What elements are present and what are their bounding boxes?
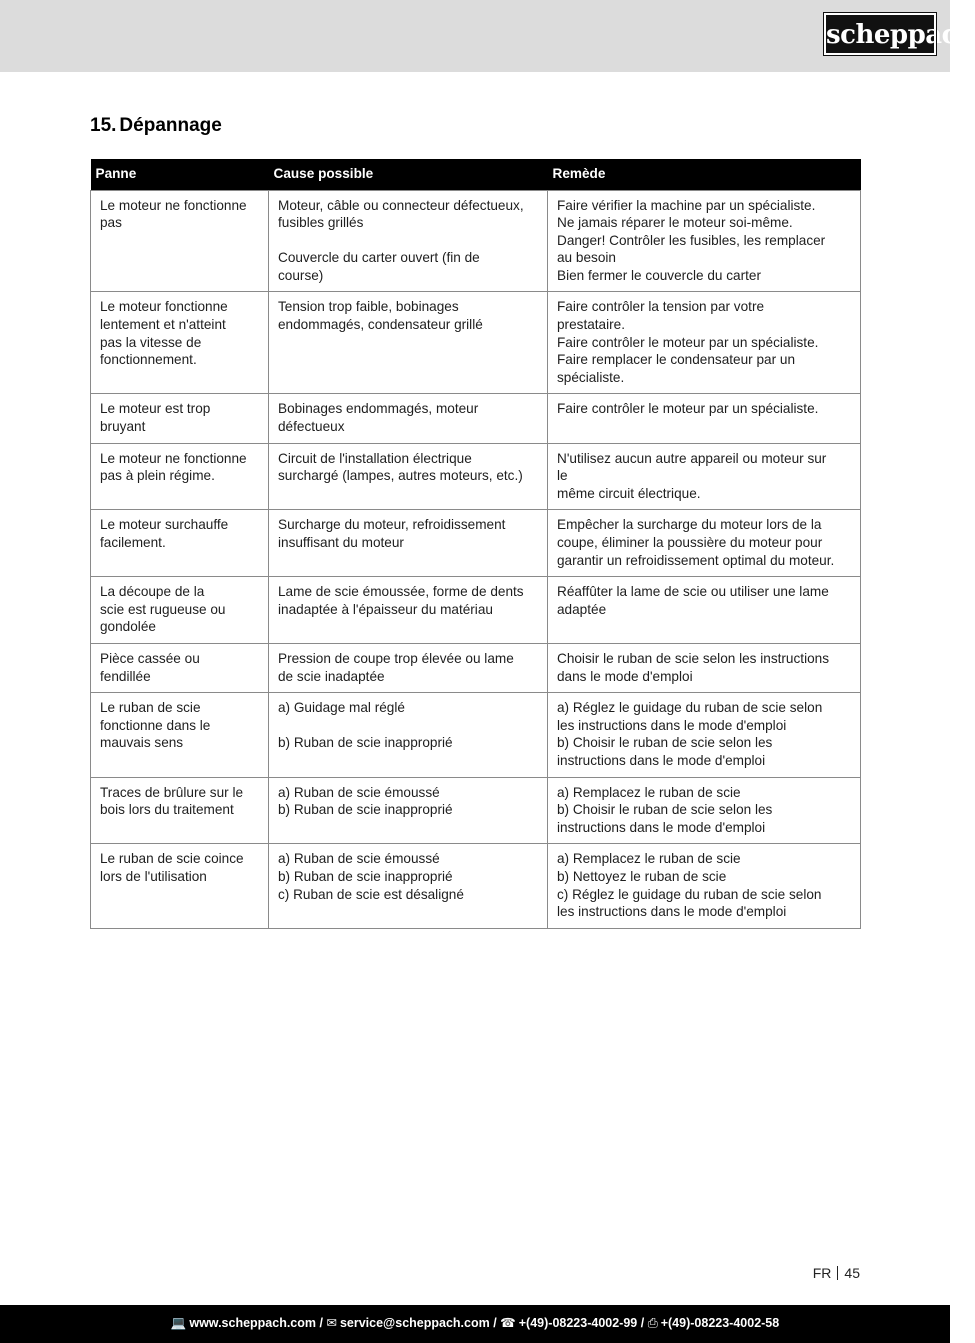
cell-remede: Faire vérifier la machine par un spécialiste. Ne jamais réparer le moteur soi-même. Danger! Contrôler les fusibles, les remplacer au besoin Bien fermer le couvercle du carter <box>548 190 861 292</box>
cell-cause: Lame de scie émoussée, forme de dents inadaptée à l'épaisseur du matériau <box>269 577 548 644</box>
footer-phone: +(49)-08223-4002-99 <box>518 1316 638 1330</box>
cell-panne: Traces de brûlure sur le bois lors du traitement <box>91 777 269 844</box>
cell-remede: Choisir le ruban de scie selon les instructions dans le mode d'emploi <box>548 643 861 692</box>
cell-remede: N'utilisez aucun autre appareil ou moteur sur le même circuit électrique. <box>548 443 861 510</box>
cell-remede: a) Remplacez le ruban de scie b) Choisir le ruban de scie selon les instructions dans le mode d'emploi <box>548 777 861 844</box>
envelope-icon: ✉ <box>326 1316 337 1330</box>
cell-remede: Empêcher la surcharge du moteur lors de la coupe, éliminer la poussière du moteur pour garantir un refroidissement optimal du moteur. <box>548 510 861 577</box>
cell-cause: Pression de coupe trop élevée ou lame de scie inadaptée <box>269 643 548 692</box>
cell-cause: Tension trop faible, bobinages endommagés, condensateur grillé <box>269 292 548 394</box>
computer-icon: 💻 <box>170 1316 187 1330</box>
table-header-row <box>91 159 861 190</box>
cell-panne: Le moteur surchauffe facilement. <box>91 510 269 577</box>
cell-panne: Le moteur est trop bruyant <box>91 394 269 443</box>
footer-website[interactable]: www.scheppach.com <box>189 1316 317 1330</box>
cell-remede: Faire contrôler le moteur par un spécialiste. <box>548 394 861 443</box>
footer-separator: / <box>640 1316 645 1330</box>
cell-panne: Le moteur ne fonctionne pas à plein régime. <box>91 443 269 510</box>
section-title-text: Dépannage <box>119 115 222 136</box>
table-row <box>91 643 861 692</box>
table-body <box>91 190 861 928</box>
cell-panne: La découpe de la scie est rugueuse ou gondolée <box>91 577 269 644</box>
section-title <box>90 115 222 137</box>
cell-cause: Bobinages endommagés, moteur défectueux <box>269 394 548 443</box>
cell-cause: Circuit de l'installation électrique surchargé (lampes, autres moteurs, etc.) <box>269 443 548 510</box>
column-header-remede: Remède <box>548 159 861 190</box>
scheppach-logo: scheppach <box>824 13 936 55</box>
cell-cause: Surcharge du moteur, refroidissement insuffisant du moteur <box>269 510 548 577</box>
page-number-divider <box>837 1266 838 1280</box>
phone-icon: ☎ <box>500 1316 516 1330</box>
cell-cause: Moteur, câble ou connecteur défectueux, fusibles grillés Couvercle du carter ouvert (fin de course) <box>269 190 548 292</box>
cell-panne: Pièce cassée ou fendillée <box>91 643 269 692</box>
table-row <box>91 510 861 577</box>
table-row <box>91 693 861 777</box>
fax-icon: ⎙ <box>647 1316 658 1330</box>
cell-panne: Le moteur ne fonctionne pas <box>91 190 269 292</box>
header-band <box>0 0 975 72</box>
footer-email[interactable]: service@scheppach.com <box>339 1316 490 1330</box>
section-number: 15. <box>90 115 117 136</box>
footer-separator: / <box>319 1316 323 1330</box>
table-row <box>91 577 861 644</box>
cell-remede: Faire contrôler la tension par votre prestataire. Faire contrôler le moteur par un spécialiste. Faire remplacer le condensateur par un spécialiste. <box>548 292 861 394</box>
column-header-cause: Cause possible <box>269 159 548 190</box>
cell-remede: a) Remplacez le ruban de scie b) Nettoyez le ruban de scie c) Réglez le guidage du ruban de scie selon les instructions dans le mode d'emploi <box>548 844 861 928</box>
cell-panne: Le ruban de scie fonctionne dans le mauvais sens <box>91 693 269 777</box>
table-row <box>91 844 861 928</box>
table-row <box>91 394 861 443</box>
page-number-value: 45 <box>844 1265 860 1281</box>
footer-separator: / <box>493 1316 497 1330</box>
cell-cause: a) Ruban de scie émoussé b) Ruban de scie inapproprié c) Ruban de scie est désaligné <box>269 844 548 928</box>
troubleshooting-table <box>90 159 861 929</box>
page-number <box>813 1265 860 1281</box>
footer-fax: +(49)-08223-4002-58 <box>660 1316 780 1330</box>
table-row <box>91 443 861 510</box>
cell-panne: Le moteur fonctionne lentement et n'atteint pas la vitesse de fonctionnement. <box>91 292 269 394</box>
cell-remede: a) Réglez le guidage du ruban de scie selon les instructions dans le mode d'emploi b) Choisir le ruban de scie selon les instructions dans le mode d'emploi <box>548 693 861 777</box>
table-row <box>91 292 861 394</box>
cell-cause: a) Guidage mal réglé b) Ruban de scie inapproprié <box>269 693 548 777</box>
cell-cause: a) Ruban de scie émoussé b) Ruban de scie inapproprié <box>269 777 548 844</box>
table-row <box>91 190 861 292</box>
table-row <box>91 777 861 844</box>
column-header-panne: Panne <box>91 159 269 190</box>
cell-panne: Le ruban de scie coince lors de l'utilisation <box>91 844 269 928</box>
cell-remede: Réaffûter la lame de scie ou utiliser une lame adaptée <box>548 577 861 644</box>
page-language: FR <box>812 1265 832 1281</box>
footer-bar <box>0 1305 950 1343</box>
